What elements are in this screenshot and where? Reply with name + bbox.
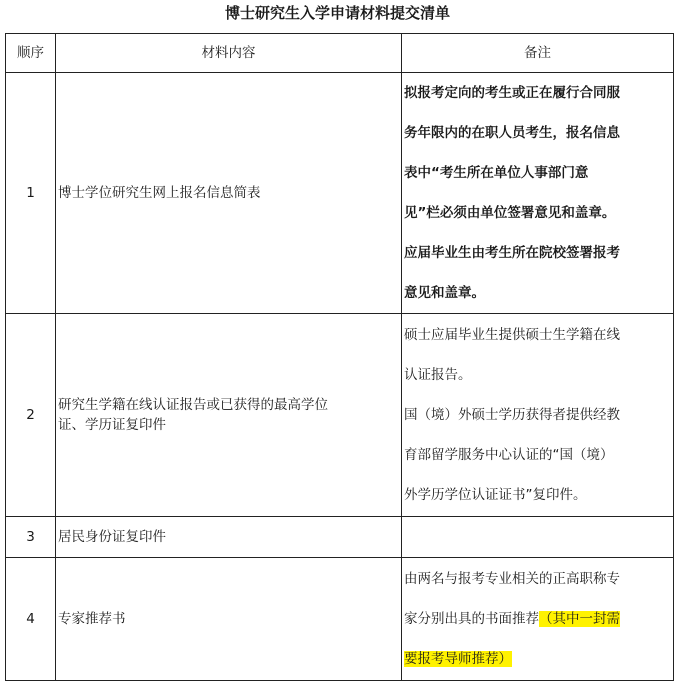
row-content: 居民身份证复印件 xyxy=(56,517,402,558)
header-order: 顺序 xyxy=(6,34,56,73)
row-number: 3 xyxy=(6,517,56,558)
row-number: 1 xyxy=(6,73,56,314)
materials-table xyxy=(5,33,674,681)
content-line: 证、学历证复印件 xyxy=(58,417,166,433)
note-line: 表中“考生所在单位人事部门意 xyxy=(404,165,589,181)
row-content: 专家推荐书 xyxy=(56,558,402,681)
table-row xyxy=(6,558,674,681)
row-content: 博士学位研究生网上报名信息简表 xyxy=(56,73,402,314)
note-line: 见”栏必须由单位签署意见和盖章。 xyxy=(404,205,616,221)
row-note xyxy=(402,558,674,681)
note-line xyxy=(404,639,671,679)
document-title: 博士研究生入学申请材料提交清单 xyxy=(224,4,450,22)
note-line: 应届毕业生由考生所在院校签署报考 xyxy=(404,245,620,261)
row-number: 2 xyxy=(6,314,56,517)
row-content xyxy=(56,314,402,517)
header-note: 备注 xyxy=(402,34,674,73)
note-line: 认证报告。 xyxy=(404,367,472,383)
note-line: 国（境）外硕士学历获得者提供经教 xyxy=(404,407,620,423)
note-line: 育部留学服务中心认证的“国（境） xyxy=(404,447,614,463)
row-note xyxy=(402,314,674,517)
table-row xyxy=(6,73,674,314)
table-row xyxy=(6,517,674,558)
highlighted-note: 要报考导师推荐） xyxy=(404,651,512,667)
row-number: 4 xyxy=(6,558,56,681)
note-line: 外学历学位认证证书”复印件。 xyxy=(404,487,587,503)
note-line: 硕士应届毕业生提供硕士生学籍在线 xyxy=(404,327,620,343)
note-line: 意见和盖章。 xyxy=(404,285,485,301)
content-line: 研究生学籍在线认证报告或已获得的最高学位 xyxy=(58,397,328,413)
table-header-row xyxy=(6,34,674,73)
table-row xyxy=(6,314,674,517)
note-line: 务年限内的在职人员考生，报名信息 xyxy=(404,125,620,141)
header-content: 材料内容 xyxy=(56,34,402,73)
note-line: 由两名与报考专业相关的正高职称专 xyxy=(404,571,620,587)
note-line xyxy=(404,599,671,639)
note-text: 家分别出具的书面推荐 xyxy=(404,611,539,627)
note-line: 拟报考定向的考生或正在履行合同服 xyxy=(404,85,620,101)
row-note xyxy=(402,517,674,558)
row-note xyxy=(402,73,674,314)
highlighted-note: （其中一封需 xyxy=(539,611,620,627)
